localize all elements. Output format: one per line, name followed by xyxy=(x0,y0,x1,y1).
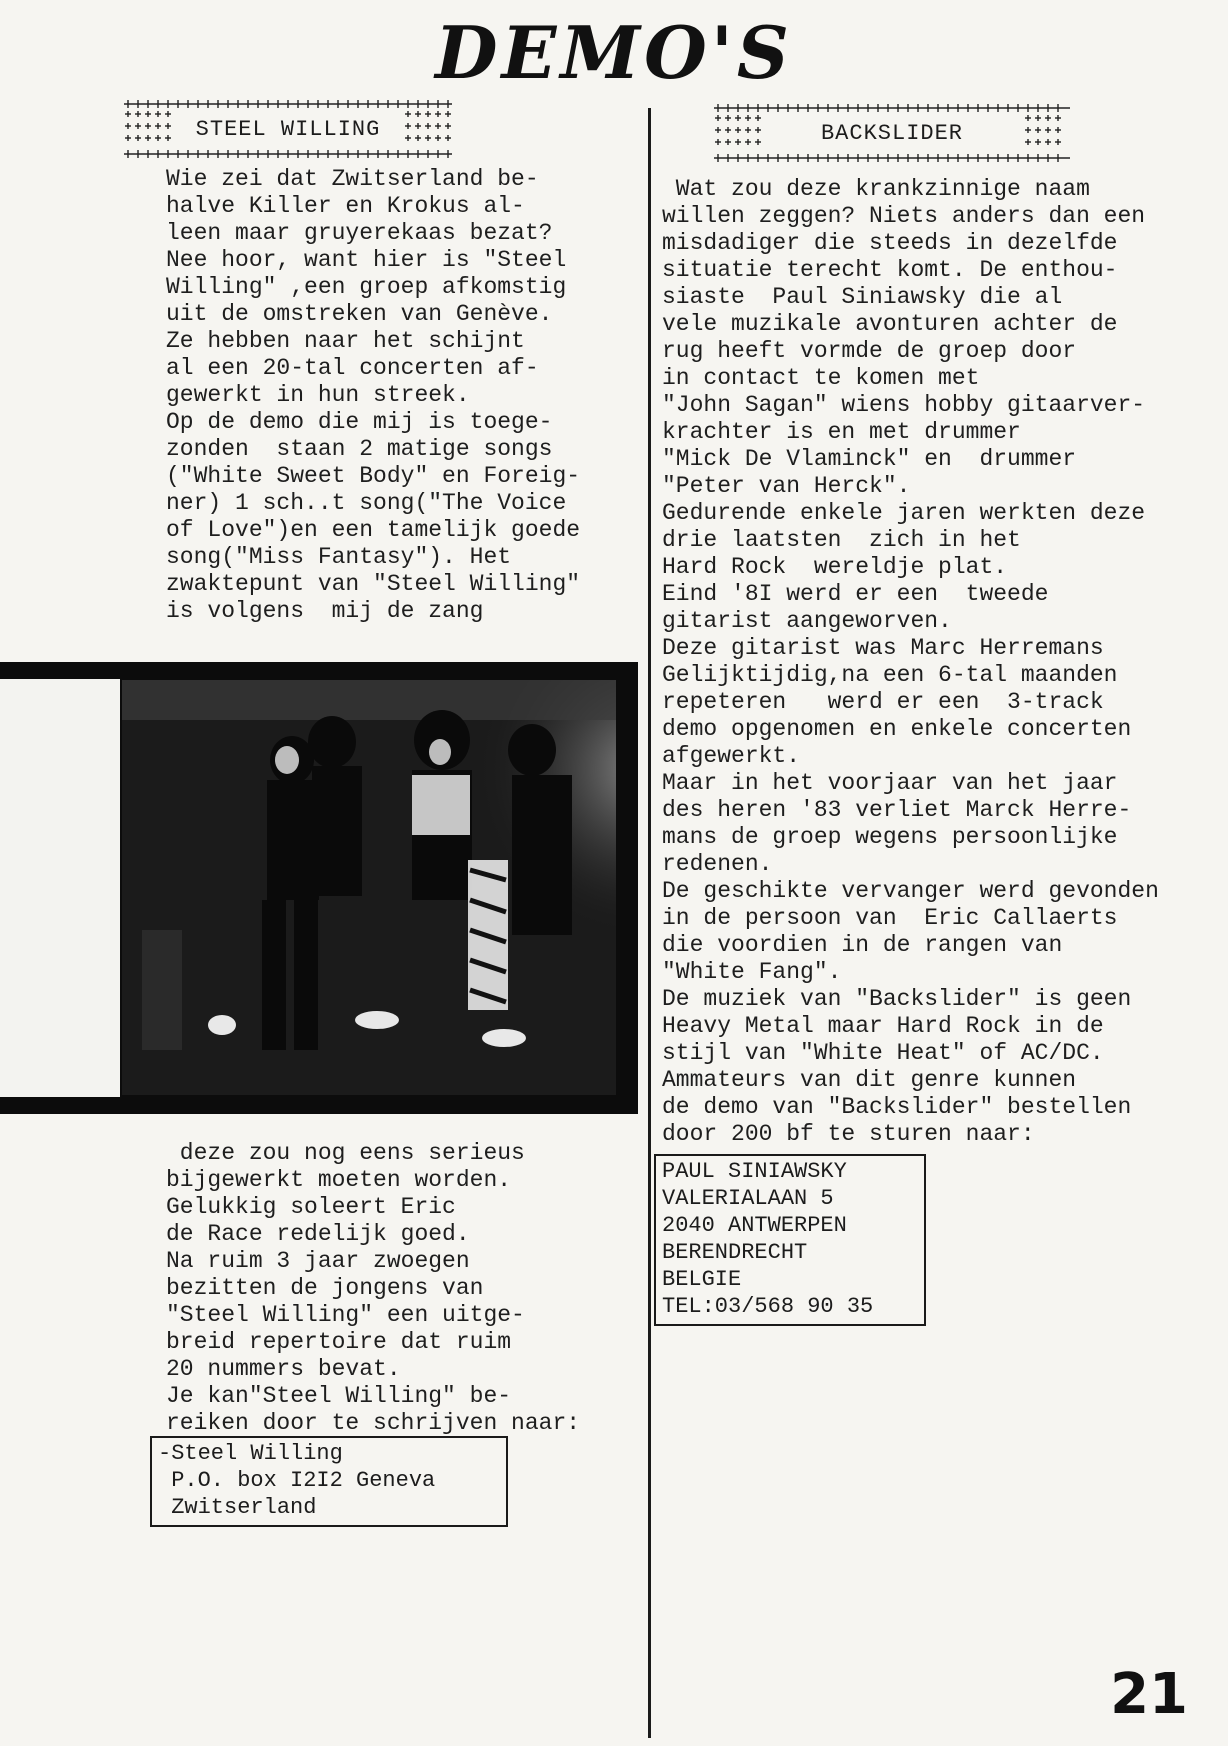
column-divider xyxy=(648,108,651,1738)
steel-willing-address: -Steel Willing P.O. box I2I2 Geneva Zwitserland xyxy=(150,1436,508,1527)
steel-willing-header xyxy=(120,98,456,160)
page-number: 21 xyxy=(1110,1662,1188,1727)
steel-willing-header-label: STEEL WILLING xyxy=(186,117,391,142)
backslider-header-label: BACKSLIDER xyxy=(811,121,973,146)
photo-image xyxy=(122,680,616,1095)
page-title: DEMO'S xyxy=(435,10,793,95)
steel-willing-text-bottom: deze zou nog eens serieus bijgewerkt moeten worden. Gelukkig soleert Eric de Race redelijk goed. Na ruim 3 jaar zwoegen bezitten de jongens van "Steel Willing" een uitge- breid repertoire dat ruim 20 nummers bevat. Je kan"Steel Willing" be- reiken door te schrijven naar: xyxy=(166,1140,581,1436)
backslider-text: Wat zou deze krankzinnige naam willen zeggen? Niets anders dan een misdadiger die steeds in dezelfde situatie terecht komt. De enthou- siaste Paul Siniawsky die al vele muzikale avonturen achter de rug heeft vormde de groep door in contact te komen met "John Sagan" wiens hobby gitaarver- krachter is en met drummer "Mick De Vlaminck" en drummer "Peter van Herck". Gedurende enkele jaren werkten deze drie laatsten zich in het Hard Rock wereldje plat. Eind '8I werd er een tweede gitarist aangeworven. Deze gitarist was Marc Herremans Gelijktijdig,na een 6-tal maanden repeteren werd er een 3-track demo opgenomen en enkele concerten afgewerkt. Maar in het voorjaar van het jaar des heren '83 verliet Marck Herre- mans de groep wegens persoonlijke redenen. De geschikte vervanger werd gevonden in de persoon van Eric Callaerts die voordien in de rangen van "White Fang". De muziek van "Backslider" is geen Heavy Metal maar Hard Rock in de stijl van "White Heat" of AC/DC. Ammateurs van dit genre kunnen de demo van "Backslider" bestellen door 200 bf te sturen naar: xyxy=(662,176,1159,1147)
band-photo-graphic xyxy=(122,680,616,1095)
band-photo xyxy=(0,662,638,1114)
backslider-header xyxy=(710,102,1074,164)
backslider-address: PAUL SINIAWSKY VALERIALAAN 5 2040 ANTWERPEN BERENDRECHT BELGIE TEL:03/568 90 35 xyxy=(654,1154,926,1326)
photo-white-margin xyxy=(0,679,120,1097)
steel-willing-text-top: Wie zei dat Zwitserland be- halve Killer en Krokus al- leen maar gruyerekaas bezat? Nee hoor, want hier is "Steel Willing" ,een groep afkomstig uit de omstreken van Genève. Ze hebben naar het schijnt al een 20-tal concerten af- gewerkt in hun streek. Op de demo die mij is toege- zonden staan 2 matige songs ("White Sweet Body" en Foreig- ner) 1 sch..t song("The Voice of Love")en een tamelijk goede song("Miss Fantasy"). Het zwaktepunt van "Steel Willing" is volgens mij de zang xyxy=(166,166,581,624)
